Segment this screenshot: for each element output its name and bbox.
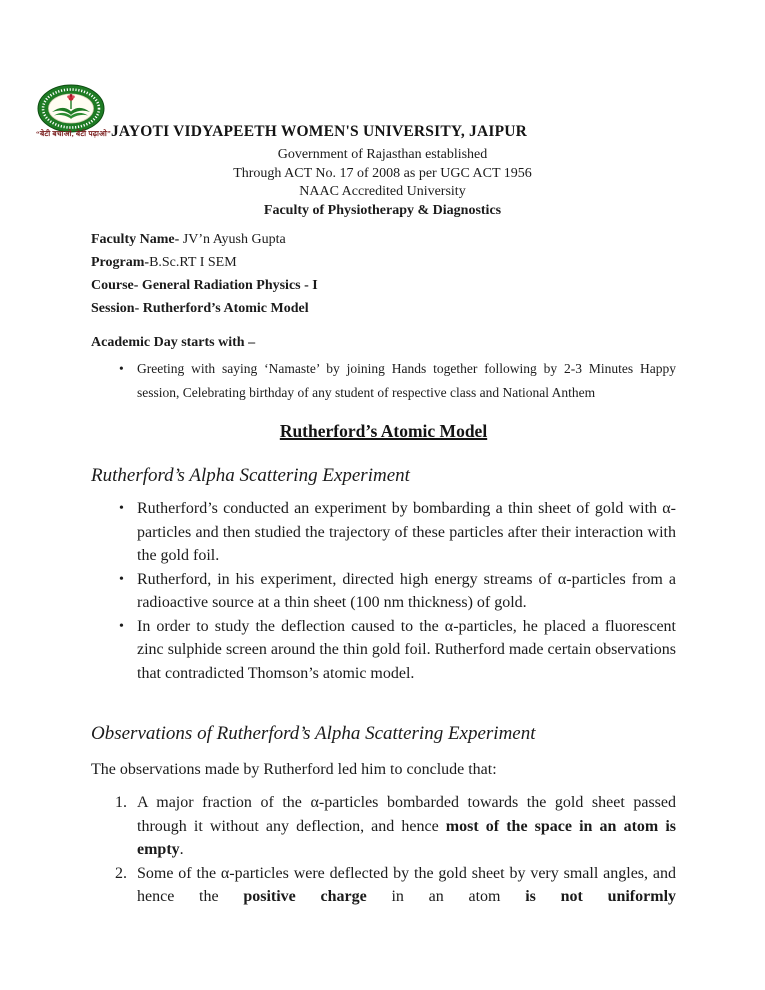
numbered-item: A major fraction of the α-particles bombarded towards the gold sheet passed through it without any deflection, and hence most of the space in an atom is empty. — [137, 794, 676, 858]
bullet-item: • Rutherford’s conducted an experiment by bombarding a thin sheet of gold with α-particles and then studied the trajectory of these particles after their interaction with the gold foil. — [91, 497, 676, 568]
meta-row-course — [91, 274, 676, 297]
meta-row-program — [91, 251, 676, 274]
observations-intro: The observations made by Rutherford led him to conclude that: — [91, 761, 497, 778]
header-line-government: Government of Rajasthan established — [277, 147, 488, 162]
header-line-faculty: Faculty of Physiotherapy & Diagnostics — [263, 202, 502, 218]
flower-petal — [70, 94, 73, 97]
meta-label: Course- General Radiation Physics - I — [91, 278, 318, 293]
session-meta-block — [91, 228, 676, 320]
meta-label: Faculty Name- — [91, 232, 180, 247]
numbered-item: Some of the α-particles were deflected by the gold sheet by very small angles, and hence the positive charge in an atom is not uniformly — [137, 864, 677, 905]
header-subtitle-block — [0, 146, 765, 220]
flower-petal — [72, 95, 75, 98]
academic-day-heading: Academic Day starts with – — [91, 335, 256, 350]
document-body — [91, 228, 676, 909]
meta-row-faculty-name — [91, 228, 676, 251]
meta-value: JV’n Ayush Gupta — [179, 232, 286, 247]
alpha-scattering-bullet-list — [91, 497, 676, 685]
observations-numbered-list — [91, 791, 676, 909]
section-heading-observations: Observations of Rutherford’s Alpha Scattering Experiment — [91, 723, 536, 744]
header-title-row — [36, 123, 527, 141]
flower-petal — [67, 95, 70, 98]
meta-label: Session- Rutherford’s Atomic Model — [91, 301, 309, 316]
header-line-naac: NAAC Accredited University — [299, 184, 466, 199]
bullet-item: • In order to study the deflection caused to the α-particles, he placed a fluorescent zinc sulphide screen around the thin gold foil. Rutherford made certain observations that contradicted Thomson’s atomic model. — [91, 615, 676, 686]
header-line-act: Through ACT No. 17 of 2008 as per UGC ACT 1956 — [233, 165, 532, 181]
section-heading-alpha-scattering: Rutherford’s Alpha Scattering Experiment — [91, 465, 410, 486]
beti-bachao-slogan: “बेटी बचाओ, बेटी पढ़ाओ” — [36, 129, 111, 138]
main-title: Rutherford’s Atomic Model — [279, 421, 488, 441]
academic-bullet-list — [91, 357, 676, 405]
university-name: JAYOTI VIDYAPEETH WOMEN'S UNIVERSITY, JAIPUR — [110, 123, 528, 140]
meta-label: Program- — [91, 255, 150, 270]
bullet-item: • Rutherford, in his experiment, directed high energy streams of α-particles from a radioactive source at a thin sheet (100 nm thickness) of gold. — [91, 568, 676, 615]
flower-stem — [70, 100, 71, 109]
meta-value: B.Sc.RT I SEM — [149, 255, 237, 270]
greeting-bullet-item: • Greeting with saying ‘Namaste’ by joining Hands together following by 2-3 Minutes Happy session, Celebrating birthday of any student of respective class and National Anthem — [91, 357, 676, 405]
meta-row-session — [91, 297, 676, 320]
